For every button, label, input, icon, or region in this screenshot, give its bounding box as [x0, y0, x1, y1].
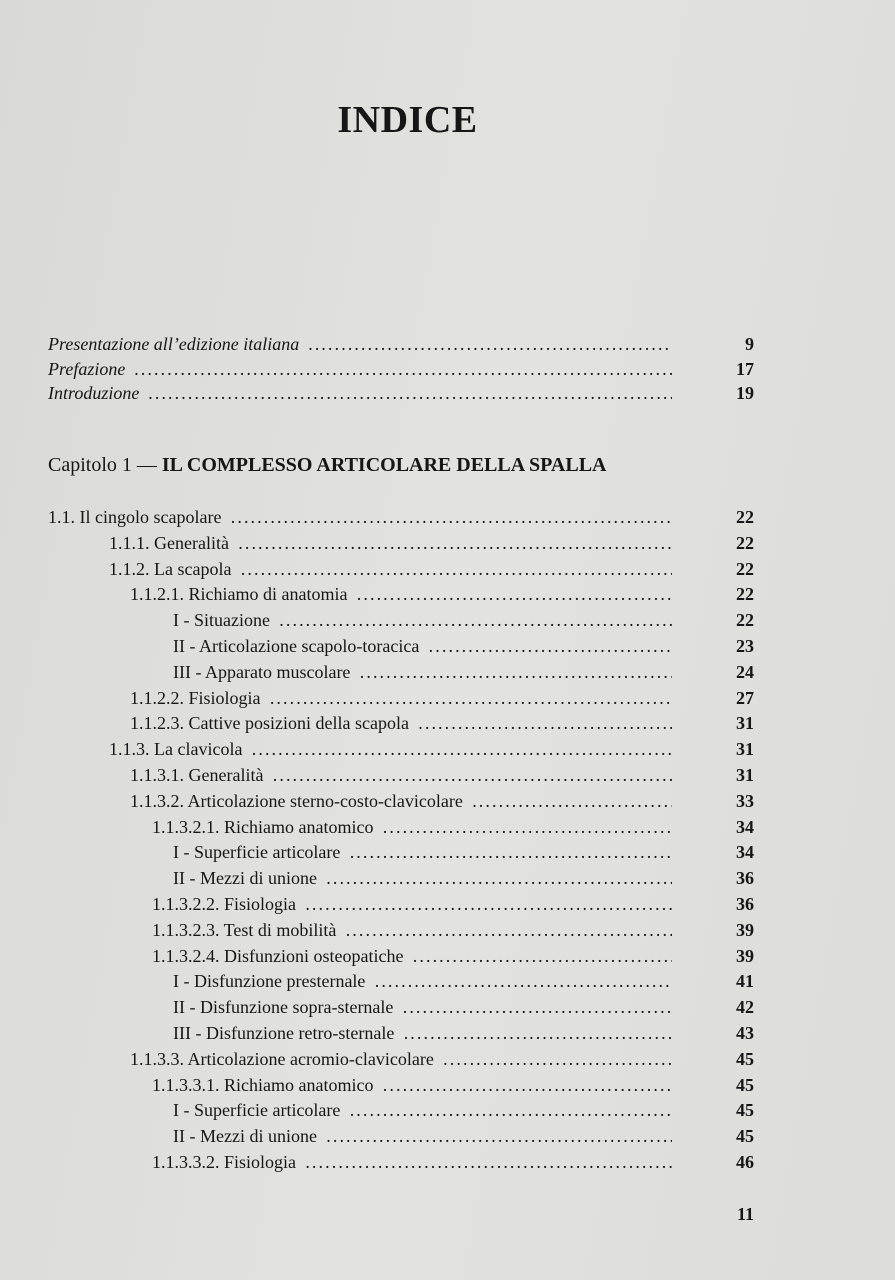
- entry-page: 22: [736, 507, 754, 527]
- toc-entry: [0, 381, 895, 405]
- toc-entry: [0, 531, 895, 555]
- entry-text: 1.1.2.1. Richiamo di anatomia: [130, 584, 348, 605]
- entry-text: 1.1.3.2. Articolazione sterno-costo-clavicolare: [130, 790, 463, 811]
- toc-entry-label: [48, 357, 672, 381]
- chapter-prefix: Capitolo 1 —: [48, 454, 157, 476]
- toc-entry-label: [152, 892, 672, 916]
- entry-page: 45: [736, 1048, 754, 1069]
- toc-entry-label: [173, 1098, 672, 1122]
- toc-entry: [0, 357, 895, 381]
- toc-entry: [0, 557, 895, 581]
- entry-text: Presentazione all’edizione italiana: [48, 334, 300, 354]
- entry-text: 1.1.1. Generalità: [109, 532, 229, 553]
- entry-page: 31: [736, 739, 754, 760]
- toc-entry: [0, 763, 895, 787]
- entry-page: 31: [736, 713, 754, 734]
- toc-entry: [0, 737, 895, 761]
- entry-page: 19: [736, 383, 754, 403]
- entry-page: 22: [736, 532, 754, 553]
- entry-page: 43: [736, 1023, 754, 1043]
- entry-page: 33: [736, 790, 754, 811]
- toc-entry-label: [130, 763, 672, 787]
- toc-entry: [0, 660, 895, 684]
- toc-entry: [0, 505, 895, 529]
- toc-entry: [0, 1021, 895, 1045]
- entry-text: 1.1.2.2. Fisiologia: [130, 687, 261, 708]
- entry-page: 45: [736, 1100, 754, 1121]
- toc-entry: [0, 789, 895, 813]
- toc-entry: [0, 686, 895, 710]
- toc-entry-label: [173, 660, 672, 684]
- toc-entry-label: [152, 1150, 672, 1174]
- entry-text: Prefazione: [48, 358, 126, 379]
- toc-entry-label: [130, 582, 672, 606]
- entry-text: 1.1.2.3. Cattive posizioni della scapola: [130, 713, 409, 734]
- toc-entry-label: [152, 918, 672, 942]
- entry-page: 34: [736, 842, 754, 863]
- toc-entry: [0, 1073, 895, 1097]
- toc-entry-label: [173, 1124, 672, 1148]
- entry-page: 36: [736, 894, 754, 914]
- toc-entry-label: [152, 944, 672, 968]
- entry-page: 42: [736, 997, 754, 1018]
- entry-text: II - Disfunzione sopra-sternale: [173, 997, 394, 1018]
- entry-page: 24: [736, 661, 754, 682]
- entry-page: 34: [736, 816, 754, 837]
- entry-text: 1.1.3.2.4. Disfunzioni osteopatiche: [152, 945, 404, 966]
- entry-page: 17: [736, 358, 754, 379]
- toc-entry: [0, 582, 895, 606]
- entry-text: 1.1.2. La scapola: [109, 558, 232, 579]
- toc-entry: [0, 995, 895, 1019]
- entry-page: 9: [745, 334, 754, 354]
- toc-entry-label: [109, 737, 672, 761]
- toc-entry-label: [173, 840, 672, 864]
- toc-entry-label: [173, 866, 672, 890]
- entry-text: 1.1.3.2.2. Fisiologia: [152, 894, 297, 914]
- toc-entry-label: [173, 969, 672, 993]
- toc-entry: [0, 608, 895, 632]
- toc-entry-label: [109, 557, 672, 581]
- entry-page: 23: [736, 636, 754, 656]
- entry-page: 39: [736, 919, 754, 940]
- toc-entry-label: [152, 1073, 672, 1097]
- entry-text: I - Disfunzione presternale: [173, 971, 366, 992]
- entry-page: 46: [736, 1152, 754, 1172]
- toc-entry-label: [48, 332, 672, 356]
- entry-page: 45: [736, 1126, 754, 1147]
- toc-entry-label: [48, 505, 672, 529]
- toc-entry-label: [173, 634, 672, 658]
- entry-text: 1.1.3.3.1. Richiamo anatomico: [152, 1074, 374, 1095]
- toc-entry: [0, 892, 895, 916]
- entry-page: 36: [736, 868, 754, 889]
- toc-entry: [0, 332, 895, 356]
- toc-entry: [0, 866, 895, 890]
- toc-entry: [0, 944, 895, 968]
- entry-text: Introduzione: [48, 383, 140, 403]
- entry-text: 1.1.3.2.3. Test di mobilità: [152, 919, 337, 940]
- toc-entry: [0, 1047, 895, 1071]
- entry-page: 41: [736, 971, 754, 992]
- entry-page: 45: [736, 1074, 754, 1095]
- entry-text: III - Disfunzione retro-sternale: [173, 1023, 395, 1043]
- entry-text: II - Mezzi di unione: [173, 1126, 317, 1147]
- entry-text: II - Articolazione scapolo-toracica: [173, 636, 420, 656]
- toc-entry-label: [173, 1021, 672, 1045]
- entry-page: 39: [736, 945, 754, 966]
- entry-text: III - Apparato muscolare: [173, 661, 351, 682]
- toc-entry: [0, 815, 895, 839]
- entry-page: 22: [736, 610, 754, 631]
- entry-text: I - Superficie articolare: [173, 1100, 341, 1121]
- entry-text: 1.1.3.2.1. Richiamo anatomico: [152, 816, 374, 837]
- entry-text: 1.1.3.1. Generalità: [130, 765, 264, 785]
- chapter-heading: [48, 454, 606, 477]
- entry-page: 31: [736, 765, 754, 785]
- toc-entry-label: [130, 711, 672, 735]
- toc-entry: [0, 1124, 895, 1148]
- entry-text: 1.1.3.3.2. Fisiologia: [152, 1152, 297, 1172]
- toc-entry-label: [130, 789, 672, 813]
- entry-page: 27: [736, 687, 754, 708]
- toc-entry-label: [48, 381, 672, 405]
- toc-entry-label: [109, 531, 672, 555]
- toc-entry: [0, 840, 895, 864]
- toc-entry: [0, 918, 895, 942]
- page-title: INDICE: [337, 99, 478, 141]
- toc-entry-label: [152, 815, 672, 839]
- page-number: 11: [736, 1204, 754, 1224]
- entry-page: 22: [736, 584, 754, 605]
- toc-entry: [0, 1150, 895, 1174]
- entry-text: 1.1.3.3. Articolazione acromio-clavicolare: [130, 1048, 434, 1069]
- toc-entry: [0, 711, 895, 735]
- toc-entry: [0, 634, 895, 658]
- toc-entry-label: [130, 1047, 672, 1071]
- entry-text: 1.1.3. La clavicola: [109, 739, 243, 760]
- entry-text: I - Situazione: [173, 610, 270, 631]
- toc-entry: [0, 1098, 895, 1122]
- entry-text: 1.1. Il cingolo scapolare: [48, 507, 222, 527]
- entry-text: I - Superficie articolare: [173, 842, 341, 863]
- entry-text: II - Mezzi di unione: [173, 868, 317, 889]
- chapter-title: IL COMPLESSO ARTICOLARE DELLA SPALLA: [161, 454, 607, 476]
- entry-page: 22: [736, 558, 754, 579]
- toc-entry: [0, 969, 895, 993]
- toc-entry-label: [173, 608, 672, 632]
- toc-entry-label: [130, 686, 672, 710]
- toc-entry-label: [173, 995, 672, 1019]
